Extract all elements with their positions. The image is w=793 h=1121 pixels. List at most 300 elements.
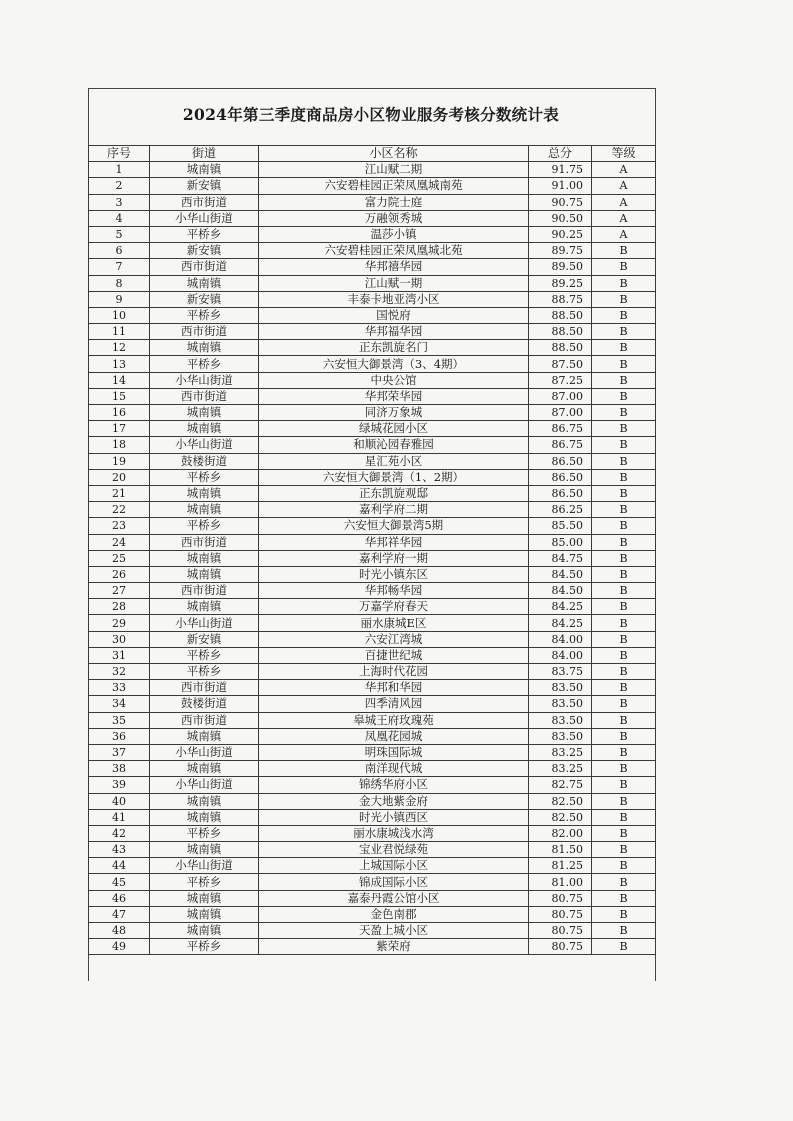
cell-no: 21 [89,485,150,501]
cell-no: 2 [89,178,150,194]
cell-grade: B [592,696,656,712]
cell-score: 90.75 [529,194,592,210]
table-row [89,340,656,356]
cell-score: 84.00 [529,647,592,663]
cell-street: 城南镇 [150,502,259,518]
cell-score: 87.25 [529,372,592,388]
cell-name: 星汇苑小区 [259,453,529,469]
cell-no: 33 [89,680,150,696]
table-row [89,664,656,680]
cell-no: 48 [89,923,150,939]
cell-no: 40 [89,793,150,809]
cell-name: 华邦祥华园 [259,534,529,550]
table-row [89,809,656,825]
cell-name: 正东凯旋观邸 [259,485,529,501]
table-row [89,437,656,453]
cell-score: 83.50 [529,712,592,728]
cell-score: 86.50 [529,453,592,469]
cell-no: 31 [89,647,150,663]
cell-no: 24 [89,534,150,550]
cell-grade: B [592,599,656,615]
table-row [89,777,656,793]
cell-score: 90.25 [529,226,592,242]
cell-street: 城南镇 [150,809,259,825]
cell-no: 32 [89,664,150,680]
cell-name: 嘉泰丹霞公馆小区 [259,890,529,906]
cell-score: 88.50 [529,307,592,323]
cell-grade: B [592,453,656,469]
table-row [89,712,656,728]
table-row [89,615,656,631]
cell-score: 84.25 [529,615,592,631]
cell-no: 41 [89,809,150,825]
cell-grade: B [592,793,656,809]
cell-grade: B [592,324,656,340]
cell-no: 19 [89,453,150,469]
header-name: 小区名称 [259,146,529,162]
cell-no: 30 [89,631,150,647]
cell-name: 华邦和华园 [259,680,529,696]
cell-name: 凤凰花园城 [259,728,529,744]
cell-no: 4 [89,210,150,226]
cell-name: 宝业君悦绿苑 [259,842,529,858]
table-row [89,825,656,841]
cell-street: 平桥乡 [150,226,259,242]
cell-name: 六安碧桂园正荣凤凰城北苑 [259,243,529,259]
cell-street: 西市街道 [150,259,259,275]
cell-no: 38 [89,761,150,777]
cell-no: 17 [89,421,150,437]
table-row [89,566,656,582]
cell-street: 平桥乡 [150,518,259,534]
cell-no: 3 [89,194,150,210]
cell-name: 南洋现代城 [259,761,529,777]
cell-score: 80.75 [529,890,592,906]
cell-street: 西市街道 [150,324,259,340]
cell-no: 49 [89,939,150,955]
cell-grade: B [592,502,656,518]
cell-no: 7 [89,259,150,275]
cell-grade: B [592,906,656,922]
cell-no: 37 [89,744,150,760]
cell-street: 新安镇 [150,243,259,259]
cell-no: 46 [89,890,150,906]
cell-grade: B [592,485,656,501]
table-row [89,453,656,469]
cell-grade: B [592,874,656,890]
cell-name: 六安恒大御景湾（1、2期） [259,469,529,485]
table-row [89,583,656,599]
cell-grade: B [592,275,656,291]
cell-grade: B [592,664,656,680]
cell-street: 新安镇 [150,178,259,194]
cell-score: 88.75 [529,291,592,307]
cell-grade: B [592,923,656,939]
cell-no: 16 [89,405,150,421]
cell-street: 城南镇 [150,793,259,809]
cell-score: 80.75 [529,906,592,922]
cell-score: 84.75 [529,550,592,566]
cell-score: 83.50 [529,696,592,712]
table-row [89,275,656,291]
cell-grade: B [592,777,656,793]
table-row [89,890,656,906]
cell-no: 45 [89,874,150,890]
table-row [89,259,656,275]
cell-name: 丰泰卡地亚湾小区 [259,291,529,307]
cell-name: 和顺沁园春雅园 [259,437,529,453]
table-row [89,647,656,663]
cell-name: 万融领秀城 [259,210,529,226]
cell-name: 同济万象城 [259,405,529,421]
cell-street: 小华山街道 [150,437,259,453]
cell-grade: B [592,518,656,534]
cell-no: 13 [89,356,150,372]
cell-name: 上海时代花园 [259,664,529,680]
cell-score: 81.00 [529,874,592,890]
cell-score: 89.75 [529,243,592,259]
cell-score: 84.25 [529,599,592,615]
cell-grade: B [592,405,656,421]
cell-score: 91.75 [529,162,592,178]
cell-street: 西市街道 [150,534,259,550]
header-score: 总分 [529,146,592,162]
cell-street: 西市街道 [150,388,259,404]
cell-street: 城南镇 [150,728,259,744]
header-street: 街道 [150,146,259,162]
cell-grade: B [592,388,656,404]
cell-street: 平桥乡 [150,647,259,663]
cell-score: 87.50 [529,356,592,372]
table-row [89,923,656,939]
cell-grade: B [592,583,656,599]
cell-name: 丽水康城浅水湾 [259,825,529,841]
cell-no: 5 [89,226,150,242]
cell-no: 9 [89,291,150,307]
cell-no: 8 [89,275,150,291]
cell-street: 新安镇 [150,631,259,647]
cell-score: 88.50 [529,324,592,340]
table-row [89,680,656,696]
cell-score: 80.75 [529,923,592,939]
cell-no: 10 [89,307,150,323]
cell-grade: B [592,744,656,760]
cell-name: 天盈上城小区 [259,923,529,939]
cell-no: 42 [89,825,150,841]
cell-no: 12 [89,340,150,356]
table-row [89,939,656,955]
table-row [89,226,656,242]
table-header-row [89,146,656,162]
cell-name: 国悦府 [259,307,529,323]
cell-name: 时光小镇西区 [259,809,529,825]
cell-name: 锦成国际小区 [259,874,529,890]
cell-street: 城南镇 [150,599,259,615]
cell-street: 平桥乡 [150,469,259,485]
table-row [89,372,656,388]
table-row [89,502,656,518]
cell-no: 22 [89,502,150,518]
cell-name: 万嘉学府春天 [259,599,529,615]
cell-no: 47 [89,906,150,922]
table-row [89,696,656,712]
cell-name: 紫荣府 [259,939,529,955]
cell-street: 城南镇 [150,761,259,777]
table-row [89,858,656,874]
table-row [89,243,656,259]
table-row [89,842,656,858]
table-row [89,518,656,534]
cell-score: 83.25 [529,744,592,760]
cell-score: 83.50 [529,680,592,696]
cell-score: 86.50 [529,469,592,485]
cell-name: 富力院士庭 [259,194,529,210]
cell-no: 14 [89,372,150,388]
cell-score: 84.00 [529,631,592,647]
cell-no: 26 [89,566,150,582]
cell-no: 39 [89,777,150,793]
cell-street: 新安镇 [150,291,259,307]
cell-name: 金大地紫金府 [259,793,529,809]
cell-street: 小华山街道 [150,615,259,631]
header-grade: 等级 [592,146,656,162]
table-row [89,194,656,210]
cell-street: 城南镇 [150,405,259,421]
cell-name: 皋城王府玫瑰苑 [259,712,529,728]
cell-grade: B [592,809,656,825]
cell-street: 小华山街道 [150,210,259,226]
cell-score: 82.50 [529,793,592,809]
cell-score: 89.25 [529,275,592,291]
cell-street: 鼓楼街道 [150,453,259,469]
cell-name: 绿城花园小区 [259,421,529,437]
cell-grade: A [592,210,656,226]
cell-street: 城南镇 [150,890,259,906]
table-row [89,356,656,372]
cell-no: 20 [89,469,150,485]
cell-street: 城南镇 [150,566,259,582]
table-row [89,178,656,194]
table-row [89,728,656,744]
cell-street: 西市街道 [150,680,259,696]
cell-score: 88.50 [529,340,592,356]
cell-grade: A [592,162,656,178]
cell-street: 城南镇 [150,275,259,291]
cell-street: 城南镇 [150,340,259,356]
header-no: 序号 [89,146,150,162]
table-row [89,469,656,485]
cell-name: 江山赋二期 [259,162,529,178]
table-row [89,550,656,566]
table-row [89,874,656,890]
table-row [89,599,656,615]
cell-no: 27 [89,583,150,599]
cell-street: 小华山街道 [150,372,259,388]
cell-score: 86.25 [529,502,592,518]
cell-score: 86.75 [529,437,592,453]
cell-grade: A [592,194,656,210]
cell-score: 90.50 [529,210,592,226]
cell-grade: B [592,372,656,388]
cell-grade: B [592,421,656,437]
table-row [89,761,656,777]
table-body [89,162,656,955]
cell-street: 城南镇 [150,906,259,922]
cell-street: 平桥乡 [150,874,259,890]
cell-name: 六安恒大御景湾5期 [259,518,529,534]
table-row [89,485,656,501]
cell-name: 嘉利学府二期 [259,502,529,518]
cell-score: 82.50 [529,809,592,825]
cell-street: 城南镇 [150,923,259,939]
cell-grade: B [592,356,656,372]
cell-name: 正东凯旋名门 [259,340,529,356]
cell-street: 城南镇 [150,485,259,501]
cell-street: 平桥乡 [150,664,259,680]
cell-score: 85.50 [529,518,592,534]
cell-grade: B [592,469,656,485]
cell-grade: A [592,226,656,242]
cell-score: 84.50 [529,583,592,599]
cell-no: 28 [89,599,150,615]
cell-no: 29 [89,615,150,631]
cell-street: 城南镇 [150,421,259,437]
cell-name: 江山赋一期 [259,275,529,291]
cell-score: 87.00 [529,388,592,404]
table-row [89,421,656,437]
cell-name: 百捷世纪城 [259,647,529,663]
cell-street: 西市街道 [150,712,259,728]
cell-street: 城南镇 [150,550,259,566]
cell-score: 84.50 [529,566,592,582]
cell-street: 城南镇 [150,162,259,178]
cell-no: 11 [89,324,150,340]
cell-grade: B [592,243,656,259]
cell-street: 鼓楼街道 [150,696,259,712]
cell-score: 83.25 [529,761,592,777]
cell-score: 85.00 [529,534,592,550]
table-row [89,291,656,307]
table-row [89,405,656,421]
cell-street: 小华山街道 [150,744,259,760]
table-row [89,162,656,178]
cell-name: 华邦禧华园 [259,259,529,275]
cell-name: 华邦畅华园 [259,583,529,599]
cell-name: 六安江湾城 [259,631,529,647]
cell-grade: A [592,178,656,194]
cell-name: 时光小镇东区 [259,566,529,582]
cell-no: 15 [89,388,150,404]
cell-street: 西市街道 [150,194,259,210]
cell-name: 温莎小镇 [259,226,529,242]
cell-name: 锦绣华府小区 [259,777,529,793]
cell-grade: B [592,550,656,566]
cell-street: 城南镇 [150,842,259,858]
page-title: 2024年第三季度商品房小区物业服务考核分数统计表 [182,105,560,124]
table-row [89,210,656,226]
cell-grade: B [592,842,656,858]
cell-grade: B [592,858,656,874]
cell-no: 43 [89,842,150,858]
cell-score: 81.50 [529,842,592,858]
cell-grade: B [592,761,656,777]
score-table [88,145,656,955]
cell-no: 23 [89,518,150,534]
cell-grade: B [592,615,656,631]
cell-name: 金色南郡 [259,906,529,922]
cell-no: 1 [89,162,150,178]
cell-grade: B [592,647,656,663]
cell-grade: B [592,890,656,906]
cell-grade: B [592,307,656,323]
table-row [89,744,656,760]
cell-name: 嘉利学府一期 [259,550,529,566]
cell-score: 91.00 [529,178,592,194]
cell-grade: B [592,259,656,275]
cell-score: 83.50 [529,728,592,744]
cell-score: 83.75 [529,664,592,680]
cell-score: 82.75 [529,777,592,793]
cell-no: 44 [89,858,150,874]
cell-name: 上城国际小区 [259,858,529,874]
cell-no: 34 [89,696,150,712]
cell-grade: B [592,680,656,696]
cell-score: 80.75 [529,939,592,955]
cell-grade: B [592,534,656,550]
cell-name: 华邦福华园 [259,324,529,340]
cell-name: 六安碧桂园正荣凤凰城南苑 [259,178,529,194]
cell-score: 86.75 [529,421,592,437]
cell-score: 82.00 [529,825,592,841]
cell-street: 小华山街道 [150,858,259,874]
cell-no: 25 [89,550,150,566]
table-row [89,324,656,340]
cell-grade: B [592,728,656,744]
cell-street: 平桥乡 [150,307,259,323]
cell-street: 平桥乡 [150,825,259,841]
cell-street: 平桥乡 [150,939,259,955]
table-row [89,534,656,550]
cell-name: 丽水康城E区 [259,615,529,631]
cell-score: 81.25 [529,858,592,874]
cell-grade: B [592,566,656,582]
cell-grade: B [592,712,656,728]
cell-grade: B [592,631,656,647]
cell-no: 35 [89,712,150,728]
cell-name: 六安恒大御景湾（3、4期） [259,356,529,372]
table-row [89,388,656,404]
cell-street: 小华山街道 [150,777,259,793]
cell-street: 西市街道 [150,583,259,599]
cell-no: 6 [89,243,150,259]
cell-name: 中央公馆 [259,372,529,388]
table-row [89,793,656,809]
cell-name: 明珠国际城 [259,744,529,760]
cell-grade: B [592,340,656,356]
cell-street: 平桥乡 [150,356,259,372]
cell-name: 四季清风园 [259,696,529,712]
cell-no: 18 [89,437,150,453]
cell-grade: B [592,825,656,841]
table-row [89,906,656,922]
table-row [89,307,656,323]
cell-name: 华邦荣华园 [259,388,529,404]
cell-score: 86.50 [529,485,592,501]
cell-score: 89.50 [529,259,592,275]
cell-no: 36 [89,728,150,744]
cell-grade: B [592,939,656,955]
cell-score: 87.00 [529,405,592,421]
